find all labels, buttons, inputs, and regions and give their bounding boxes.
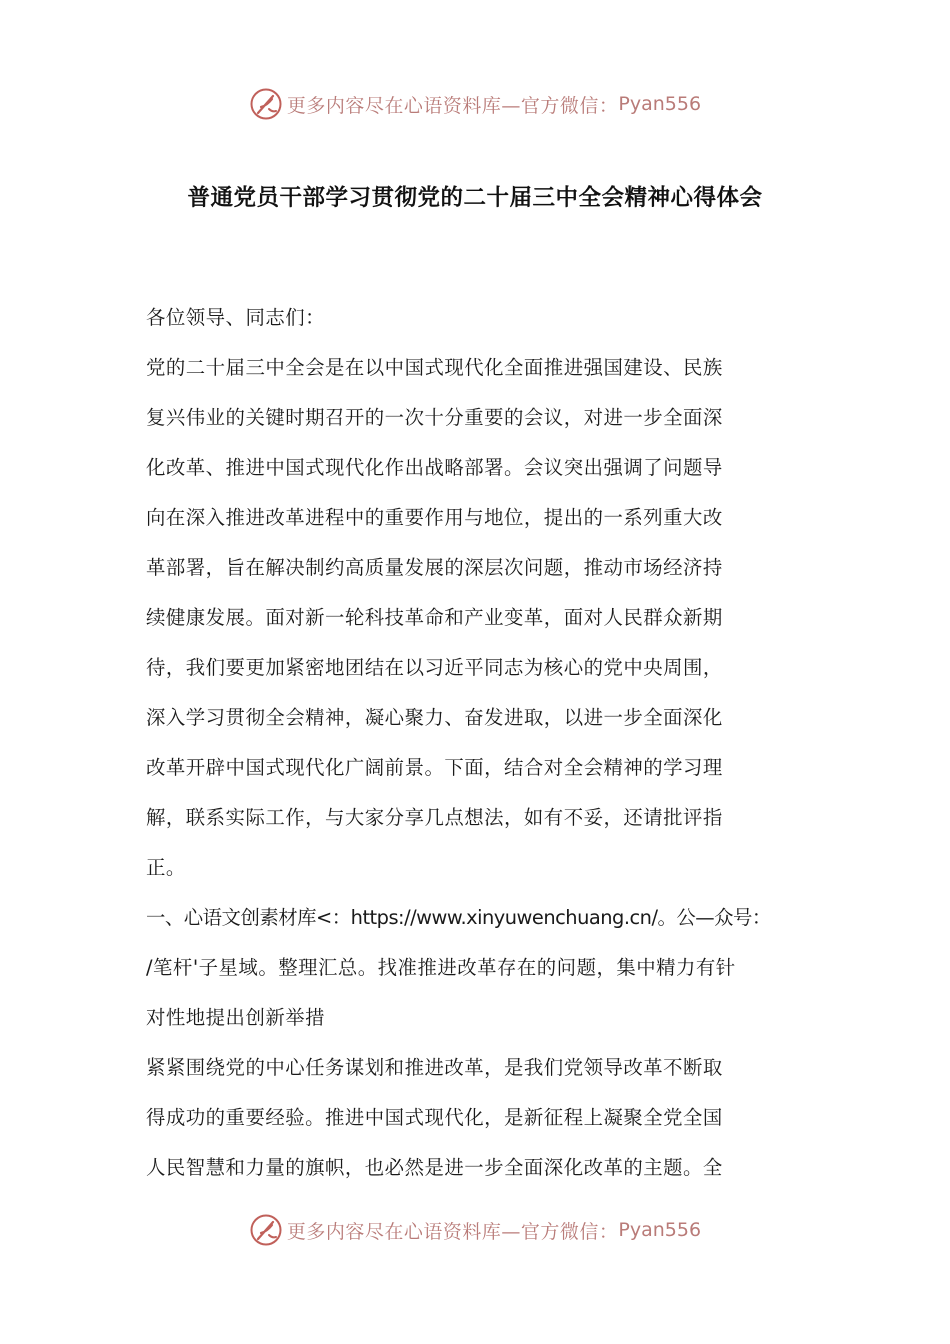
footer-watermark-banner (0, 1210, 950, 1250)
body-line: 对性地提出创新举措 (146, 1006, 326, 1029)
body-line: /笔杆'子星域。整理汇总。找准推进改革存在的问题，集中精力有针 (146, 956, 736, 979)
header-watermark-banner (0, 84, 950, 124)
body-line: 向在深入推进改革进程中的重要作用与地位，提出的一系列重大改 (146, 506, 723, 529)
body-line: 党的二十届三中全会是在以中国式现代化全面推进强国建设、民族 (146, 356, 723, 379)
header-banner-text: 更多内容尽在心语资料库—官方微信： (286, 94, 619, 117)
quill-logo-icon (249, 1213, 283, 1247)
document-title: 普通党员干部学习贯彻党的二十届三中全会精神心得体会 (187, 185, 763, 211)
body-line: 得成功的重要经验。推进中国式现代化，是新征程上凝聚全党全国 (146, 1106, 723, 1129)
header-banner-id: Pyan556 (618, 93, 702, 115)
body-line: 解，联系实际工作，与大家分享几点想法，如有不妥，还请批评指 (146, 806, 723, 829)
body-line: 正。 (146, 856, 186, 879)
footer-banner-text: 更多内容尽在心语资料库—官方微信： (286, 1220, 619, 1243)
body-line-link: 一、心语文创素材库<：https://www.xinyuwenchuang.cn/。公—众号： (146, 906, 771, 929)
body-line: 紧紧围绕党的中心任务谋划和推进改革，是我们党领导改革不断取 (146, 1056, 723, 1079)
footer-banner-id: Pyan556 (618, 1219, 702, 1241)
body-line: 化改革、推进中国式现代化作出战略部署。会议突出强调了问题导 (146, 456, 723, 479)
body-line: 续健康发展。面对新一轮科技革命和产业变革，面对人民群众新期 (146, 606, 723, 629)
body-line: 待，我们要更加紧密地团结在以习近平同志为核心的党中央周围， (146, 656, 723, 679)
quill-logo-icon (249, 87, 283, 121)
body-line: 各位领导、同志们： (146, 306, 326, 329)
body-line: 深入学习贯彻全会精神，凝心聚力、奋发进取，以进一步全面深化 (146, 706, 723, 729)
body-line: 复兴伟业的关键时期召开的一次十分重要的会议，对进一步全面深 (146, 406, 723, 429)
body-line: 改革开辟中国式现代化广阔前景。下面，结合对全会精神的学习理 (146, 756, 723, 779)
body-line: 革部署，旨在解决制约高质量发展的深层次问题，推动市场经济持 (146, 556, 723, 579)
body-line: 人民智慧和力量的旗帜，也必然是进一步全面深化改革的主题。全 (146, 1156, 723, 1179)
